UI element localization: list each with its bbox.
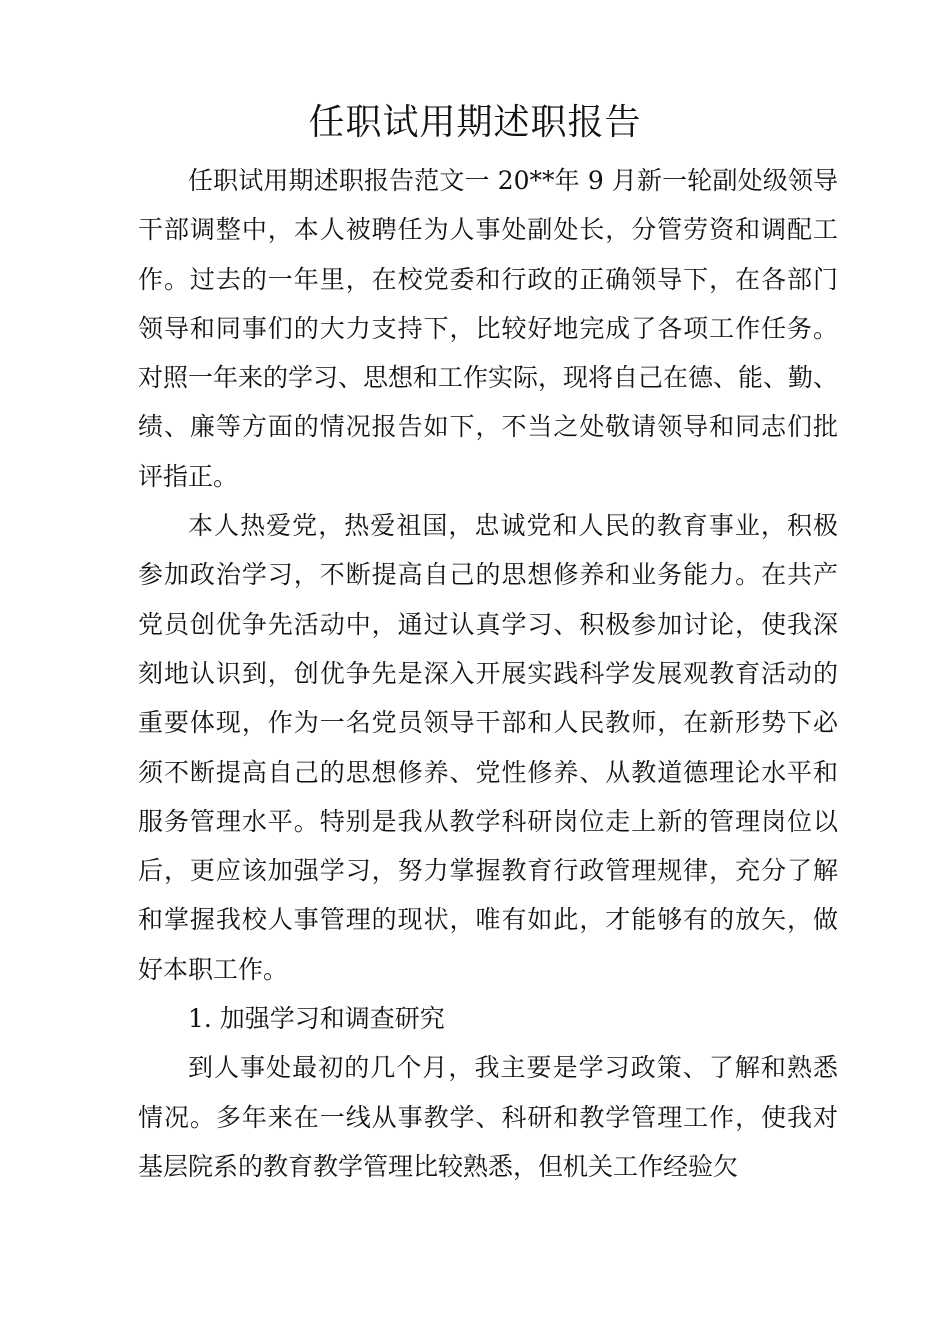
text-line: 作。过去的一年里，在校党委和行政的正确领导下，在各部门 [138, 264, 838, 294]
text-line: 刻地认识到，创优争先是深入开展实践科学发展观教育活动的 [138, 658, 838, 688]
text-line: 基层院系的教育教学管理比较熟悉，但机关工作经验欠 [138, 1151, 739, 1181]
document-body [138, 156, 838, 1191]
text-line: 情况。多年来在一线从事教学、科研和教学管理工作，使我对 [138, 1102, 838, 1132]
text-line: 本人热爱党，热爱祖国，忠诚党和人民的教育事业，积极 [188, 511, 838, 541]
text-line: 和掌握我校人事管理的现状，唯有如此，才能够有的放矢，做 [138, 905, 838, 935]
text-line: 对照一年来的学习、思想和工作实际，现将自己在德、能、勤、 [138, 363, 839, 393]
document-title: 任职试用期述职报告 [308, 102, 642, 143]
text-line: 绩、廉等方面的情况报告如下，不当之处敬请领导和同志们批 [138, 412, 838, 442]
text-line: 好本职工作。 [138, 954, 289, 984]
text-line: 领导和同事们的大力支持下，比较好地完成了各项工作任务。 [138, 313, 838, 343]
text-line: 后，更应该加强学习，努力掌握教育行政管理规律，充分了解 [138, 856, 838, 886]
text-line: 1. 加强学习和调查研究 [188, 1004, 445, 1034]
text-line: 到人事处最初的几个月，我主要是学习政策、了解和熟悉 [188, 1053, 838, 1083]
text-line: 重要体现，作为一名党员领导干部和人民教师，在新形势下必 [138, 708, 838, 738]
text-line: 任职试用期述职报告范文一 20**年 9 月新一轮副处级领导 [188, 166, 838, 195]
text-line: 参加政治学习，不断提高自己的思想修养和业务能力。在共产 [138, 560, 838, 590]
text-line: 党员创优争先活动中，通过认真学习、积极参加讨论，使我深 [138, 609, 838, 639]
text-line: 服务管理水平。特别是我从教学科研岗位走上新的管理岗位以 [138, 806, 838, 836]
text-line: 评指正。 [138, 461, 239, 491]
text-line: 干部调整中，本人被聘任为人事处副处长，分管劳资和调配工 [138, 215, 838, 245]
text-line: 须不断提高自己的思想修养、党性修养、从教道德理论水平和 [138, 757, 838, 787]
